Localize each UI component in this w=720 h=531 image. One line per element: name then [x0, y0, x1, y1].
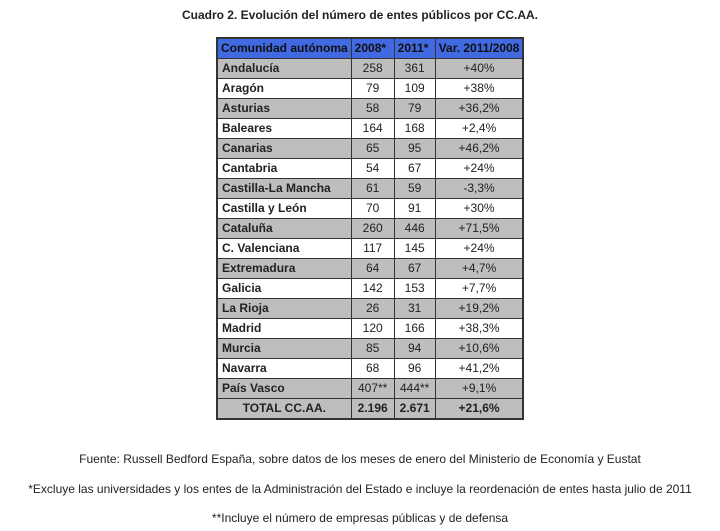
value-2008: 142: [351, 279, 394, 299]
variation: +2,4%: [435, 119, 523, 139]
table-header-row: [217, 38, 523, 59]
value-2011: 67: [394, 159, 435, 179]
variation: +38,3%: [435, 319, 523, 339]
variation: +71,5%: [435, 219, 523, 239]
value-2011: 91: [394, 199, 435, 219]
table-row: [217, 279, 523, 299]
variation: +24%: [435, 239, 523, 259]
value-2008: 26: [351, 299, 394, 319]
value-2008: 164: [351, 119, 394, 139]
value-2011: 168: [394, 119, 435, 139]
region-name: Madrid: [217, 319, 351, 339]
table-row: [217, 379, 523, 399]
variation: +40%: [435, 59, 523, 79]
table-row: [217, 159, 523, 179]
value-2008: 407**: [351, 379, 394, 399]
table-row: [217, 99, 523, 119]
value-2011: 31: [394, 299, 435, 319]
value-2008: 65: [351, 139, 394, 159]
region-name: Cantabria: [217, 159, 351, 179]
value-2011: 153: [394, 279, 435, 299]
value-2011: 444**: [394, 379, 435, 399]
variation: +4,7%: [435, 259, 523, 279]
value-2008: 54: [351, 159, 394, 179]
value-2011: 446: [394, 219, 435, 239]
region-name: Murcia: [217, 339, 351, 359]
table-row: [217, 359, 523, 379]
table-row: [217, 179, 523, 199]
region-name: Galicia: [217, 279, 351, 299]
value-2011: 361: [394, 59, 435, 79]
value-2008: 58: [351, 99, 394, 119]
total-row: [217, 399, 523, 420]
source-note: Fuente: Russell Bedford España, sobre datos de los meses de enero del Ministerio de Economía y Eustat: [79, 452, 641, 466]
table-row: [217, 239, 523, 259]
value-2008: 68: [351, 359, 394, 379]
value-2008: 120: [351, 319, 394, 339]
value-2008: 258: [351, 59, 394, 79]
variation: +24%: [435, 159, 523, 179]
variation: +36,2%: [435, 99, 523, 119]
table-row: [217, 199, 523, 219]
table-title: Cuadro 2. Evolución del número de entes públicos por CC.AA.: [181, 8, 539, 22]
table-row: [217, 79, 523, 99]
region-name: Baleares: [217, 119, 351, 139]
region-name: Aragón: [217, 79, 351, 99]
footnote-2: **Incluye el número de empresas públicas y de defensa: [211, 511, 509, 525]
variation: +30%: [435, 199, 523, 219]
total-region-name: TOTAL CC.AA.: [217, 399, 351, 420]
table-row: [217, 119, 523, 139]
variation: -3,3%: [435, 179, 523, 199]
variation: +9,1%: [435, 379, 523, 399]
table-row: [217, 139, 523, 159]
value-2011: 145: [394, 239, 435, 259]
value-2008: 85: [351, 339, 394, 359]
value-2008: 64: [351, 259, 394, 279]
total-variation: +21,6%: [435, 399, 523, 420]
value-2011: 109: [394, 79, 435, 99]
region-name: Andalucía: [217, 59, 351, 79]
total-value-2008: 2.196: [351, 399, 394, 420]
region-name: Navarra: [217, 359, 351, 379]
value-2008: 79: [351, 79, 394, 99]
header-variacion: Var. 2011/2008: [435, 38, 523, 59]
value-2011: 67: [394, 259, 435, 279]
value-2008: 61: [351, 179, 394, 199]
table-row: [217, 59, 523, 79]
variation: +41,2%: [435, 359, 523, 379]
table-row: [217, 259, 523, 279]
value-2011: 166: [394, 319, 435, 339]
value-2008: 70: [351, 199, 394, 219]
value-2008: 117: [351, 239, 394, 259]
variation: +46,2%: [435, 139, 523, 159]
value-2011: 96: [394, 359, 435, 379]
region-name: Castilla y León: [217, 199, 351, 219]
region-name: País Vasco: [217, 379, 351, 399]
table-row: [217, 339, 523, 359]
region-name: C. Valenciana: [217, 239, 351, 259]
value-2011: 79: [394, 99, 435, 119]
region-name: Asturias: [217, 99, 351, 119]
region-name: Extremadura: [217, 259, 351, 279]
variation: +19,2%: [435, 299, 523, 319]
region-name: La Rioja: [217, 299, 351, 319]
region-name: Canarias: [217, 139, 351, 159]
value-2008: 260: [351, 219, 394, 239]
table-row: [217, 219, 523, 239]
header-2008: 2008*: [351, 38, 394, 59]
region-name: Cataluña: [217, 219, 351, 239]
value-2011: 59: [394, 179, 435, 199]
variation: +7,7%: [435, 279, 523, 299]
header-comunidad: Comunidad autónoma: [217, 38, 351, 59]
variation: +38%: [435, 79, 523, 99]
region-name: Castilla-La Mancha: [217, 179, 351, 199]
entes-publicos-table: [216, 37, 524, 420]
table-row: [217, 299, 523, 319]
total-value-2011: 2.671: [394, 399, 435, 420]
value-2011: 95: [394, 139, 435, 159]
footnote-1: *Excluye las universidades y los entes de la Administración del Estado e incluye la reordenación de entes hasta julio de 2011: [28, 482, 692, 496]
variation: +10,6%: [435, 339, 523, 359]
value-2011: 94: [394, 339, 435, 359]
header-2011: 2011*: [394, 38, 435, 59]
table-row: [217, 319, 523, 339]
